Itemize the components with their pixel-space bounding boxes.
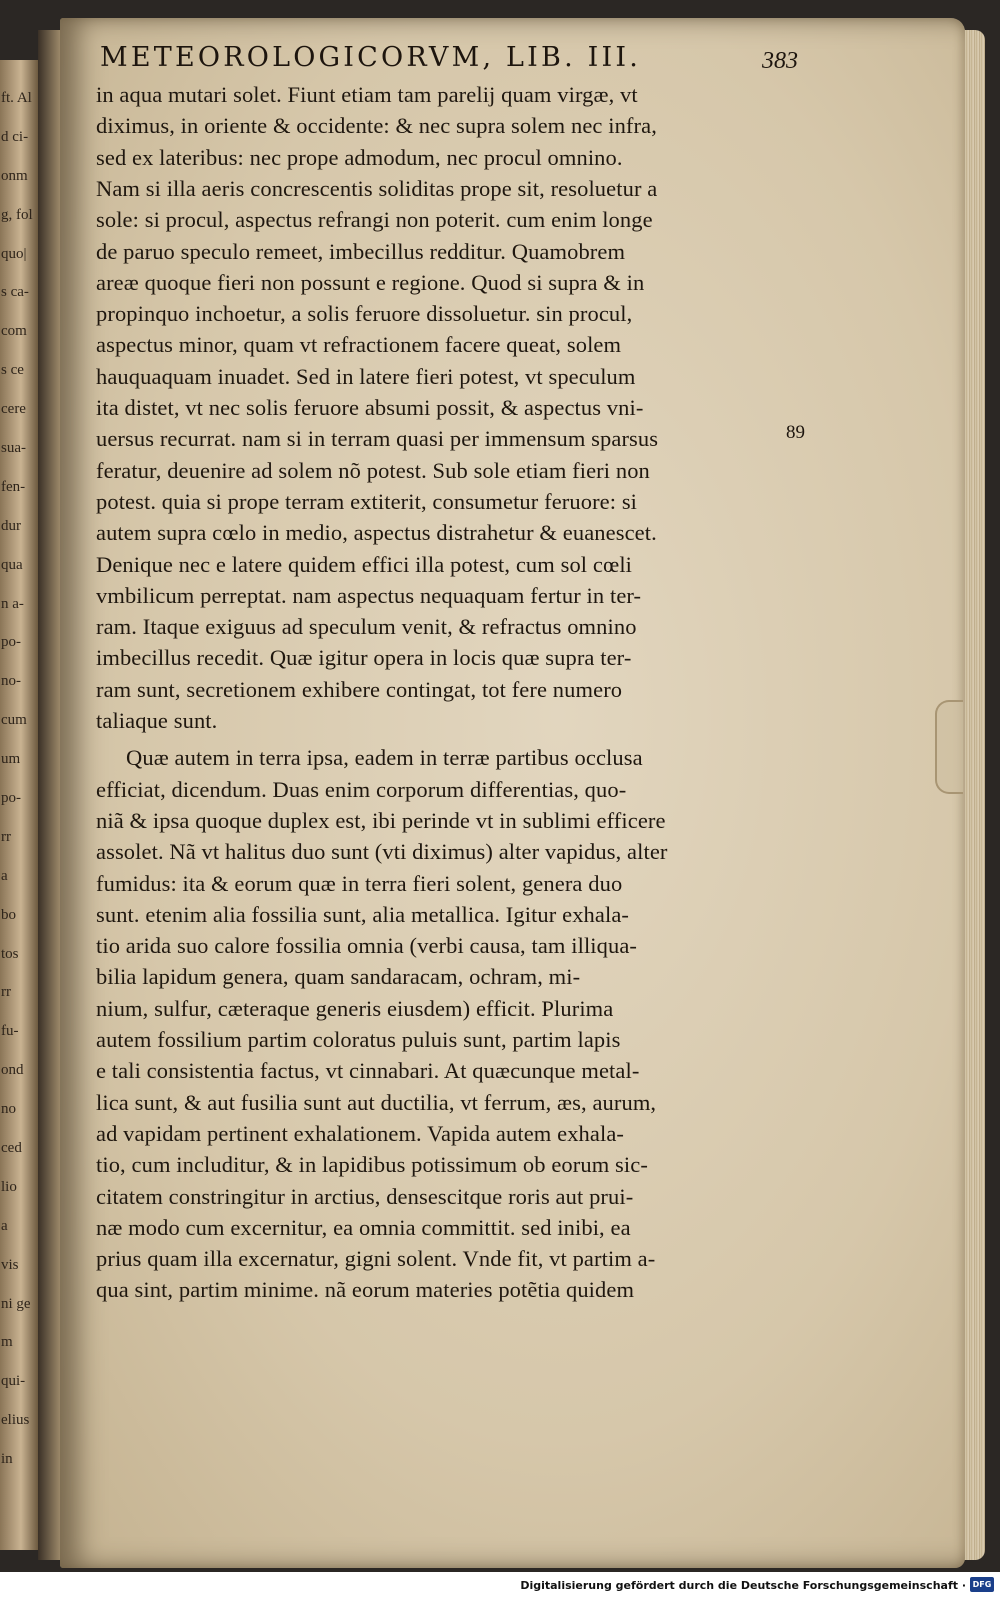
footer-credit: Digitalisierung gefördert durch die Deutsche Forschungsgemeinschaft · — [520, 1579, 966, 1592]
prev-page-fragment: fu- — [1, 1023, 19, 1040]
prev-page-fragment: rr — [1, 828, 11, 845]
text-line: Quæ autem in terra ipsa, eadem in terræ partibus occlusa — [126, 745, 643, 771]
running-head: METEOROLOGICORVM, LIB. III. — [100, 42, 642, 73]
text-line: lica sunt, & aut fusilia sunt aut ductilia, vt ferrum, æs, aurum, — [96, 1089, 657, 1115]
text-line: fumidus: ita & eorum quæ in terra fieri solent, genera duo — [96, 870, 623, 896]
prev-page-fragment: sua- — [1, 440, 26, 456]
prev-page-fragment: cere — [1, 401, 26, 418]
text-line: nium, sulfur, cæteraque generis eiusdem) efficit. Plurima — [96, 995, 614, 1021]
prev-page-fragment: qua — [1, 556, 23, 573]
prev-page-fragment: onm — [1, 167, 28, 184]
prev-page-fragment: qui- — [1, 1373, 26, 1390]
text-line: areæ quoque fieri non possunt e regione. Quod si supra & in — [96, 269, 645, 295]
footer — [0, 1574, 1000, 1598]
text-line: assolet. Nã vt halitus duo sunt (vti diximus) alter vapidus, alter — [96, 839, 668, 865]
prev-page-fragment: no — [1, 1101, 16, 1118]
clasp-mark — [935, 700, 963, 794]
text-line: potest. quia si prope terram extiterit, consumetur feruore: si — [96, 488, 638, 514]
prev-page-fragment: d ci- — [1, 128, 29, 145]
prev-page-fragment: s ce — [1, 362, 24, 379]
previous-page-margin — [0, 60, 38, 1550]
text-line: e tali consistentia factus, vt cinnabari. At quæcunque metal- — [96, 1058, 640, 1084]
text-line: autem supra cœlo in medio, aspectus distrahetur & euanescet. — [96, 520, 657, 546]
text-line: vmbilicum perreptat. nam aspectus nequaquam fertur in ter- — [96, 582, 642, 608]
prev-page-fragment: bo — [1, 906, 16, 923]
text-line: taliaque sunt. — [96, 708, 218, 733]
text-line: prius quam illa excernatur, gigni solent. Vnde fit, vt partim a- — [96, 1246, 656, 1272]
prev-page-fragment: po- — [1, 790, 21, 806]
text-line: citatem constringitur in arctius, densescitque roris aut prui- — [96, 1183, 634, 1209]
text-line: tio, cum includitur, & in lapidibus potissimum ob eorum sic- — [96, 1152, 648, 1178]
prev-page-fragment: ni ge — [1, 1295, 31, 1312]
text-line: autem fossilium partim coloratus puluis sunt, partim lapis — [96, 1027, 621, 1052]
prev-page-fragment: vis — [1, 1256, 19, 1273]
text-line: sed ex lateribus: nec prope admodum, nec procul omnino. — [96, 144, 623, 170]
text-line: efficiat, dicendum. Duas enim corporum differentias, quo- — [96, 776, 627, 802]
prev-page-fragment: ced — [1, 1140, 22, 1156]
prev-page-fragment: com — [1, 323, 27, 340]
text-line: imbecillus recedit. Quæ igitur opera in locis quæ supra ter- — [96, 645, 632, 671]
text-line: qua sint, partim minime. nã eorum materies potẽtia quidem — [96, 1277, 635, 1303]
prev-page-fragment: um — [1, 751, 21, 768]
prev-page-fragment: in — [1, 1451, 13, 1468]
text-line: diximus, in oriente & occidente: & nec supra solem nec infra, — [96, 113, 657, 139]
prev-page-fragment: a — [1, 867, 8, 884]
margin-note: 89 — [786, 422, 805, 443]
prev-page-fragment: s ca- — [1, 284, 29, 301]
text-line: niã & ipsa quoque duplex est, ibi perinde vt in sublimi efficere — [96, 807, 666, 833]
text-line: hauquaquam inuadet. Sed in latere fieri potest, vt speculum — [96, 363, 636, 389]
folio-number: 383 — [762, 48, 798, 74]
text-line: ram. Itaque exiguus ad speculum venit, & refractus omnino — [96, 614, 637, 640]
text-line: feratur, deuenire ad solem nõ potest. Sub sole etiam fieri non — [96, 457, 650, 483]
prev-page-fragment: tos — [1, 945, 19, 962]
text-line: uersus recurrat. nam si in terram quasi per immensum sparsus — [96, 426, 659, 452]
prev-page-fragment: ft. Al — [1, 90, 32, 106]
prev-page-fragment: lio — [1, 1178, 17, 1195]
text-line: næ modo cum excernitur, ea omnia committit. sed inibi, ea — [96, 1214, 631, 1240]
prev-page-fragment: m — [1, 1334, 13, 1351]
text-line: tio arida suo calore fossilia omnia (verbi causa, tam illiqua- — [96, 933, 638, 959]
text-line: Nam si illa aeris concrescentis soliditas prope sit, resoluetur a — [96, 175, 658, 201]
prev-page-fragment: fen- — [1, 478, 26, 495]
text-line: in aqua mutari solet. Fiunt etiam tam parelij quam virgæ, vt — [96, 82, 638, 107]
prev-page-fragment: dur — [1, 517, 21, 534]
text-line: Denique nec e latere quidem effici illa potest, cum sol cœli — [96, 551, 633, 577]
prev-page-fragment: a — [1, 1217, 8, 1234]
prev-page-fragment: ond — [1, 1062, 24, 1079]
prev-page-fragment: no- — [1, 673, 21, 690]
prev-page-fragment: po- — [1, 634, 21, 651]
text-line: de paruo speculo remeet, imbecillus redditur. Quamobrem — [96, 238, 626, 264]
prev-page-fragment: elius — [1, 1412, 30, 1429]
prev-page-fragment: rr — [1, 984, 11, 1001]
text-line: ram sunt, secretionem exhibere contingat, tot fere numero — [96, 676, 623, 702]
prev-page-fragment: n a- — [1, 595, 24, 612]
prev-page-fragment: g, fol — [1, 206, 33, 223]
prev-page-fragment: quo| — [1, 245, 27, 262]
dfg-logo: DFG — [970, 1577, 994, 1592]
text-line: bilia lapidum genera, quam sandaracam, ochram, mi- — [96, 964, 581, 990]
text-line: sunt. etenim alia fossilia sunt, alia metallica. Igitur exhala- — [96, 901, 630, 927]
text-line: ita distet, vt nec solis feruore absumi possit, & aspectus vni- — [96, 395, 644, 420]
text-line: sole: si procul, aspectus refrangi non poterit. cum enim longe — [96, 207, 653, 233]
text-line: propinquo inchoetur, a solis feruore dissoluetur. sin procul, — [96, 301, 633, 327]
text-line: aspectus minor, quam vt refractionem facere queat, solem — [96, 332, 622, 358]
text-line: ad vapidam pertinent exhalationem. Vapida autem exhala- — [96, 1120, 625, 1146]
prev-page-fragment: cum — [1, 712, 27, 729]
